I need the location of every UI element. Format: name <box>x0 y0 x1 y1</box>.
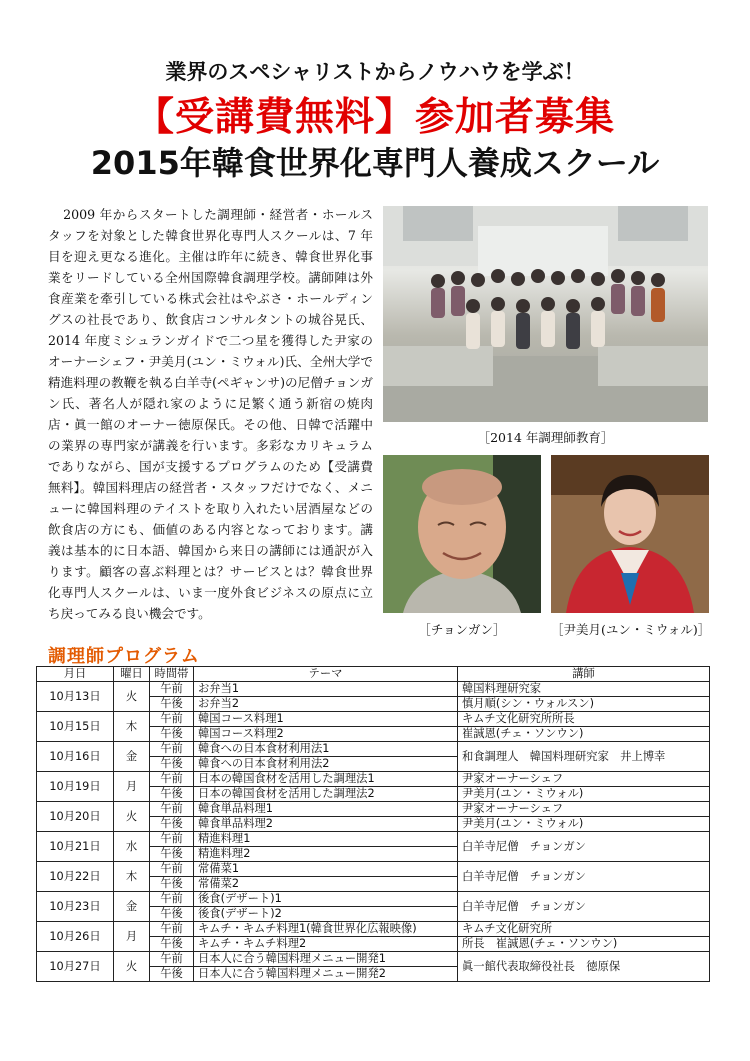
theme-am: 後食(デザート)1 <box>194 892 458 907</box>
col-header-weekday: 曜日 <box>114 667 150 682</box>
theme-am: 韓国コース料理1 <box>194 712 458 727</box>
weekday-cell: 月 <box>114 922 150 952</box>
time-slot-pm: 午後 <box>150 937 194 952</box>
theme-am: お弁当1 <box>194 682 458 697</box>
instructor-line: 崔誠恩(チェ・ソンウン) <box>458 727 710 742</box>
table-row <box>37 892 710 907</box>
time-slot-am: 午前 <box>150 892 194 907</box>
col-header-instructor: 講師 <box>458 667 710 682</box>
chonggan-portrait <box>383 455 541 613</box>
instructor-line: 尹家オーナーシェフ <box>458 772 710 787</box>
date-cell: 10月26日 <box>37 922 114 952</box>
table-row <box>37 712 710 727</box>
instructor-line: キムチ文化研究所 <box>458 922 710 937</box>
time-slot-pm: 午後 <box>150 907 194 922</box>
weekday-cell: 火 <box>114 952 150 982</box>
theme-pm: 日本の韓国食材を活用した調理法2 <box>194 787 458 802</box>
time-slot-pm: 午後 <box>150 757 194 772</box>
time-slot-am: 午前 <box>150 922 194 937</box>
class-group-photo <box>383 206 708 422</box>
table-row <box>37 832 710 847</box>
table-row <box>37 952 710 967</box>
theme-am: 日本の韓国食材を活用した調理法1 <box>194 772 458 787</box>
class-photo-illustration <box>383 206 708 422</box>
time-slot-pm: 午後 <box>150 967 194 982</box>
date-cell: 10月27日 <box>37 952 114 982</box>
theme-pm: 韓国コース料理2 <box>194 727 458 742</box>
table-row <box>37 862 710 877</box>
instructor-line: キムチ文化研究所所長 <box>458 712 710 727</box>
date-cell: 10月23日 <box>37 892 114 922</box>
page-title: 2015年韓食世界化専門人養成スクール <box>90 144 660 182</box>
col-header-theme: テーマ <box>194 667 458 682</box>
instructor-cell: 眞一館代表取締役社長 徳原保 <box>458 952 710 982</box>
date-cell: 10月21日 <box>37 832 114 862</box>
table-row <box>37 772 710 787</box>
time-slot-pm: 午後 <box>150 727 194 742</box>
weekday-cell: 木 <box>114 862 150 892</box>
theme-pm: 韓食への日本食材利用法2 <box>194 757 458 772</box>
theme-am: 日本人に合う韓国料理メニュー開発1 <box>194 952 458 967</box>
instructor-cell: 白羊寺尼僧 チョンガン <box>458 832 710 862</box>
intro-paragraph: 2009 年からスタートした調理師・経営者・ホールスタッフを対象とした韓食世界化専門人スクールは、7 年目を迎え更なる進化。主催は昨年に続き、韓食世界化事業をリードしている全州国際韓食調理学校。講師陣は外食産業を牽引している株式会社はやぶさ・ホールディングスの社長であり、飲食店コンサルタントの城谷晃氏、2014 年度ミシュランガイドで二つ星を獲得した尹家のオーナーシェフ・尹美月(ユン・ミウォル)氏、全州大学で精進料理の教鞭を執る白羊寺(ペギャンサ)の尼僧チョンガン氏、著名人が隠れ家のように足繁く通う新宿の焼肉店・眞一館のオーナー徳原保氏。その他、日韓で活躍中の業界の専門家が講義を行います。多彩なカリキュラムでありながら、国が支援するプログラムのため【受講費無料】。韓国料理店の経営者・スタッフだけでなく、メニューに韓国料理のテイストを取り入れたい居酒屋などの飲食店の方にも、価値のある内容となっております。講義は基本的に日本語、韓国から来日の講師には通訳が入ります。顧客の喜ぶ料理とは？サービスとは？韓食世界化専門人スクールは、いま一度外食ビジネスの原点に立ち戻ってみる良い機会です。 <box>48 207 373 621</box>
instructor-line: 韓国料理研究家 <box>458 682 710 697</box>
subtitle: 業界のスペシャリストからノウハウを学ぶ！ <box>165 60 585 84</box>
time-slot-am: 午前 <box>150 772 194 787</box>
time-slot-pm: 午後 <box>150 847 194 862</box>
time-slot-pm: 午後 <box>150 697 194 712</box>
time-slot-am: 午前 <box>150 802 194 817</box>
theme-pm: お弁当2 <box>194 697 458 712</box>
date-cell: 10月19日 <box>37 772 114 802</box>
headline: 【受講費無料】参加者募集 <box>134 95 615 140</box>
theme-am: 精進料理1 <box>194 832 458 847</box>
instructor-cell: 和食調理人 韓国料理研究家 井上博幸 <box>458 742 710 772</box>
date-cell: 10月16日 <box>37 742 114 772</box>
col-header-time: 時間帯 <box>150 667 194 682</box>
weekday-cell: 火 <box>114 802 150 832</box>
yoon-portrait-illustration <box>551 455 709 613</box>
instructor-line: 尹美月(ユン・ミウォル) <box>458 787 710 802</box>
instructor-line: 尹美月(ユン・ミウォル) <box>458 817 710 832</box>
table-row <box>37 802 710 817</box>
table-row <box>37 922 710 937</box>
table-row <box>37 682 710 697</box>
date-cell: 10月13日 <box>37 682 114 712</box>
weekday-cell: 水 <box>114 832 150 862</box>
chonggan-caption: ［チョンガン］ <box>418 622 506 637</box>
theme-pm: 精進料理2 <box>194 847 458 862</box>
time-slot-am: 午前 <box>150 712 194 727</box>
date-cell: 10月22日 <box>37 862 114 892</box>
time-slot-am: 午前 <box>150 952 194 967</box>
instructor-line: 尹家オーナーシェフ <box>458 802 710 817</box>
time-slot-am: 午前 <box>150 862 194 877</box>
theme-am: キムチ・キムチ料理1(韓食世界化広報映像) <box>194 922 458 937</box>
weekday-cell: 木 <box>114 712 150 742</box>
time-slot-am: 午前 <box>150 832 194 847</box>
instructor-line: 慎月順(シン・ウォルスン) <box>458 697 710 712</box>
time-slot-pm: 午後 <box>150 817 194 832</box>
yoon-caption: ［尹美月(ユン・ミウォル)］ <box>551 622 711 637</box>
chonggan-portrait-illustration <box>383 455 541 613</box>
table-row <box>37 742 710 757</box>
date-cell: 10月15日 <box>37 712 114 742</box>
theme-pm: 日本人に合う韓国料理メニュー開発2 <box>194 967 458 982</box>
date-cell: 10月20日 <box>37 802 114 832</box>
instructor-line: 所長 崔誠恩(チェ・ソンウン) <box>458 937 710 952</box>
weekday-cell: 金 <box>114 742 150 772</box>
instructor-cell: 白羊寺尼僧 チョンガン <box>458 892 710 922</box>
theme-am: 韓食への日本食材利用法1 <box>194 742 458 757</box>
time-slot-am: 午前 <box>150 742 194 757</box>
table-header-row <box>37 667 710 682</box>
theme-am: 常備菜1 <box>194 862 458 877</box>
class-photo-caption: ［2014 年調理師教育］ <box>477 430 614 445</box>
theme-pm: 後食(デザート)2 <box>194 907 458 922</box>
theme-am: 韓食単品料理1 <box>194 802 458 817</box>
weekday-cell: 金 <box>114 892 150 922</box>
time-slot-pm: 午後 <box>150 877 194 892</box>
time-slot-am: 午前 <box>150 682 194 697</box>
weekday-cell: 月 <box>114 772 150 802</box>
weekday-cell: 火 <box>114 682 150 712</box>
theme-pm: 常備菜2 <box>194 877 458 892</box>
program-title: 調理師プログラム <box>48 646 200 667</box>
yoon-portrait <box>551 455 709 613</box>
program-schedule-table <box>36 666 710 982</box>
instructor-cell: 白羊寺尼僧 チョンガン <box>458 862 710 892</box>
theme-pm: キムチ・キムチ料理2 <box>194 937 458 952</box>
theme-pm: 韓食単品料理2 <box>194 817 458 832</box>
col-header-date: 月日 <box>37 667 114 682</box>
time-slot-pm: 午後 <box>150 787 194 802</box>
